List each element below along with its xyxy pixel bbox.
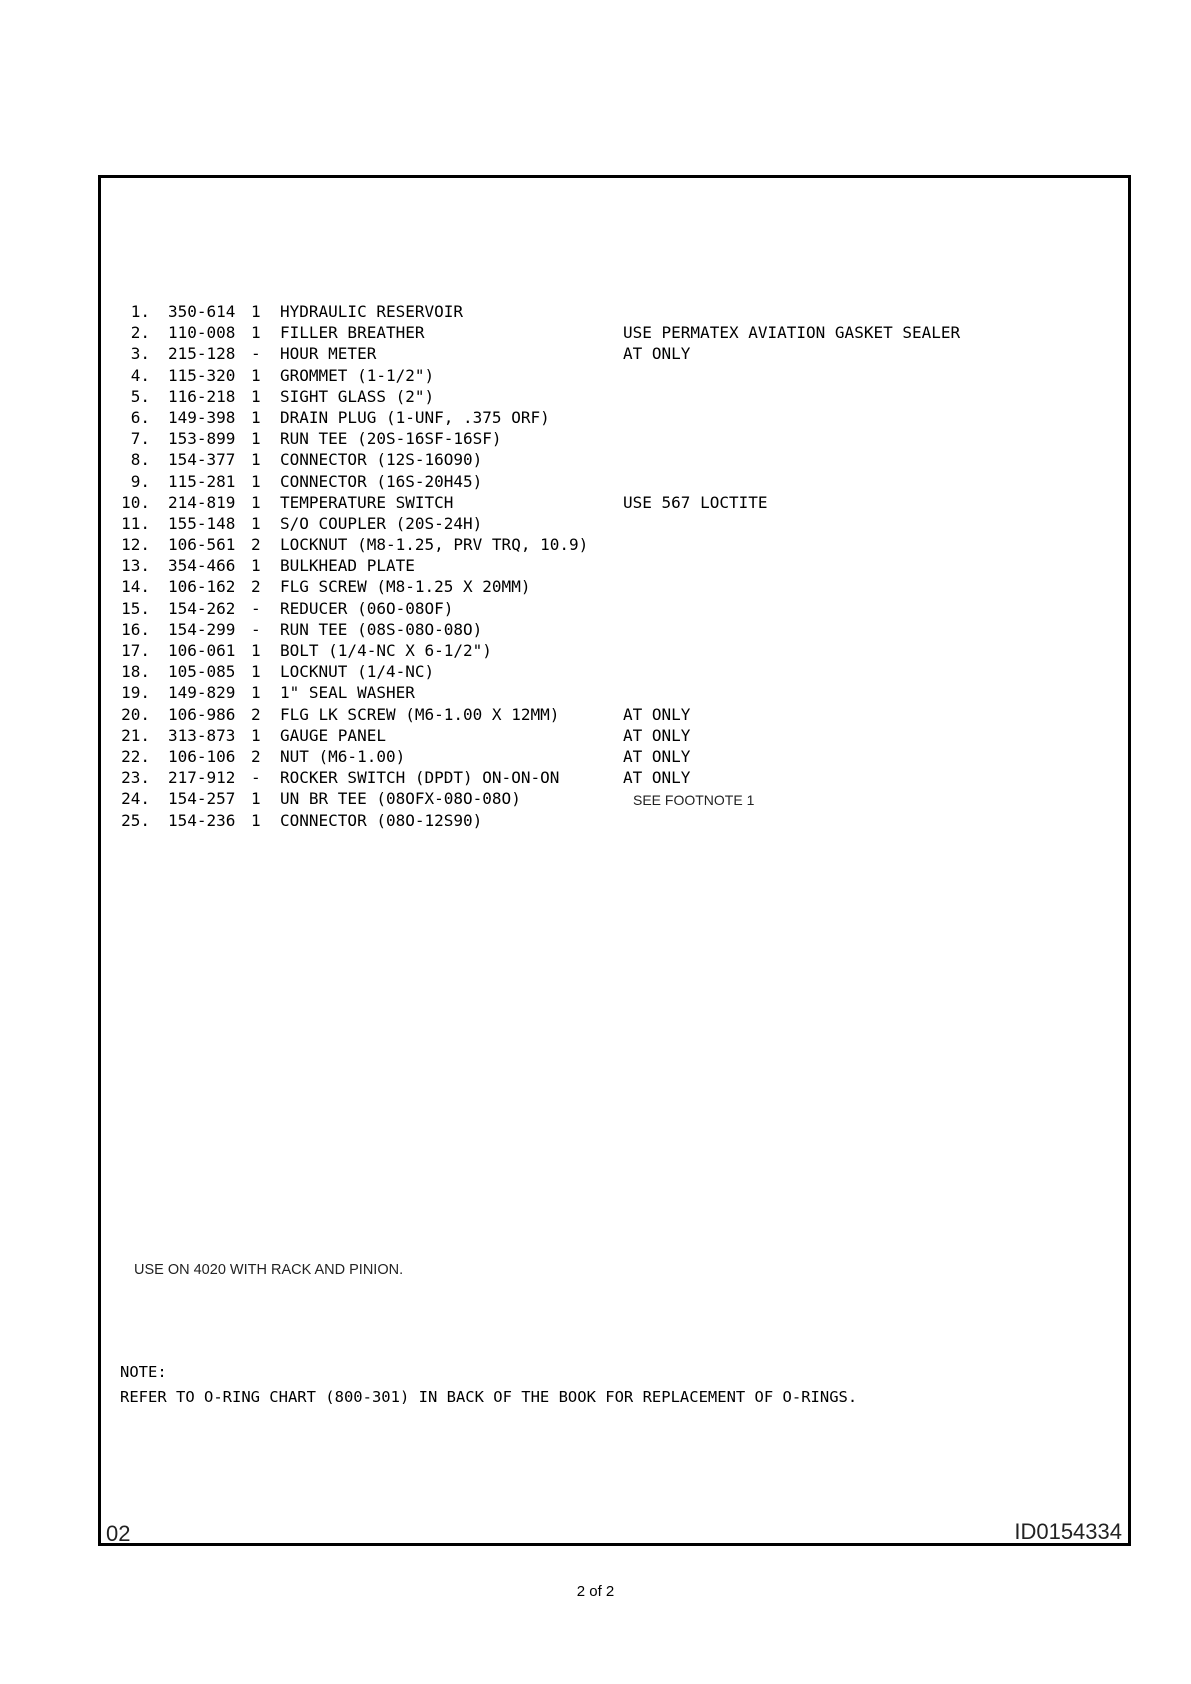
description: LOCKNUT (M8-1.25, PRV TRQ, 10.9) <box>280 535 589 555</box>
part-number: 115-281 <box>168 471 236 491</box>
part-number: 154-299 <box>168 619 236 639</box>
part-number: 149-398 <box>168 407 236 427</box>
quantity: 2 <box>251 577 261 597</box>
description: CONNECTOR (08O-12S90) <box>280 810 483 830</box>
item-number: 1. <box>130 302 150 321</box>
description: HOUR METER <box>280 344 377 364</box>
remark: AT ONLY <box>623 704 691 724</box>
quantity: 1 <box>251 302 261 321</box>
remark: AT ONLY <box>623 725 691 745</box>
document-id: ID0154334 <box>1014 1519 1122 1544</box>
quantity: 1 <box>251 323 261 343</box>
remark: AT ONLY <box>623 746 691 766</box>
remark: USE 567 LOCTITE <box>623 492 768 512</box>
remark: AT ONLY <box>623 768 691 788</box>
quantity: 1 <box>251 386 261 406</box>
footnote-text: USE ON 4020 WITH RACK AND PINION. <box>134 1262 404 1278</box>
quantity: 1 <box>251 429 261 449</box>
description: ROCKER SWITCH (DPDT) ON-ON-ON <box>280 768 560 788</box>
quantity: 1 <box>251 513 261 533</box>
item-number: 17. <box>121 641 150 660</box>
item-number: 24. <box>121 789 150 809</box>
description: FILLER BREATHER <box>280 323 425 343</box>
item-number: 13. <box>121 556 150 576</box>
item-number: 10. <box>121 492 150 512</box>
quantity: - <box>251 344 261 364</box>
remark: SEE FOOTNOTE 1 <box>633 792 755 809</box>
part-number: 106-106 <box>168 746 236 766</box>
quantity: 1 <box>251 365 261 385</box>
item-number: 3. <box>130 344 150 364</box>
item-number: 25. <box>121 810 150 830</box>
revision-label: 02 <box>106 1521 131 1546</box>
quantity: 1 <box>251 492 261 512</box>
quantity: 1 <box>251 407 261 427</box>
item-number: 23. <box>121 768 150 788</box>
quantity: - <box>251 598 261 618</box>
quantity: 2 <box>251 746 261 766</box>
quantity: 1 <box>251 662 261 682</box>
part-number: 106-061 <box>168 641 236 660</box>
item-number: 11. <box>121 513 150 533</box>
quantity: - <box>251 768 261 788</box>
item-number: 15. <box>121 598 150 618</box>
description: SIGHT GLASS (2") <box>280 386 435 406</box>
part-number: 154-257 <box>168 789 236 809</box>
quantity: 1 <box>251 789 261 809</box>
note-label: NOTE: <box>120 1363 167 1381</box>
item-number: 5. <box>130 386 150 406</box>
description: REDUCER (06O-08OF) <box>280 598 454 618</box>
item-number: 9. <box>130 471 150 491</box>
quantity: 1 <box>251 810 261 830</box>
description: FLG LK SCREW (M6-1.00 X 12MM) <box>280 704 560 724</box>
description: RUN TEE (20S-16SF-16SF) <box>280 429 502 449</box>
item-number: 8. <box>130 450 150 470</box>
part-number: 313-873 <box>168 725 236 745</box>
item-number: 18. <box>121 662 150 682</box>
quantity: 1 <box>251 725 261 745</box>
part-number: 155-148 <box>168 513 236 533</box>
part-number: 354-466 <box>168 556 236 576</box>
item-number: 16. <box>121 619 150 639</box>
part-number: 214-819 <box>168 492 236 512</box>
part-number: 153-899 <box>168 429 236 449</box>
quantity: 1 <box>251 683 261 703</box>
part-number: 350-614 <box>168 302 236 321</box>
item-number: 22. <box>121 746 150 766</box>
part-number: 115-320 <box>168 365 236 385</box>
quantity: 1 <box>251 641 261 660</box>
description: HYDRAULIC RESERVOIR <box>280 302 464 321</box>
item-number: 14. <box>121 577 150 597</box>
item-number: 12. <box>121 535 150 555</box>
page-number: 2 of 2 <box>576 1583 615 1600</box>
description: BOLT (1/4-NC X 6-1/2") <box>280 641 492 660</box>
description: FLG SCREW (M8-1.25 X 20MM) <box>280 577 531 597</box>
description: CONNECTOR (12S-16O90) <box>280 450 483 470</box>
description: LOCKNUT (1/4-NC) <box>280 662 435 682</box>
part-number: 106-561 <box>168 535 236 555</box>
description: RUN TEE (08S-08O-08O) <box>280 619 483 639</box>
description: NUT (M6-1.00) <box>280 746 406 766</box>
quantity: 2 <box>251 704 261 724</box>
item-number: 2. <box>130 323 150 343</box>
item-number: 21. <box>121 725 150 745</box>
description: S/O COUPLER (20S-24H) <box>280 513 483 533</box>
description: BULKHEAD PLATE <box>280 556 415 576</box>
description: 1" SEAL WASHER <box>280 683 415 703</box>
part-number: 154-262 <box>168 598 236 618</box>
item-number: 6. <box>130 407 150 427</box>
remark: AT ONLY <box>623 344 691 364</box>
part-number: 149-829 <box>168 683 236 703</box>
part-number: 106-986 <box>168 704 236 724</box>
part-number: 154-236 <box>168 810 236 830</box>
item-number: 19. <box>121 683 150 703</box>
description: GROMMET (1-1/2") <box>280 365 435 385</box>
item-number: 4. <box>130 365 150 385</box>
quantity: 1 <box>251 471 261 491</box>
description: GAUGE PANEL <box>280 725 386 745</box>
description: DRAIN PLUG (1-UNF, .375 ORF) <box>280 407 550 427</box>
remark: USE PERMATEX AVIATION GASKET SEALER <box>623 323 961 343</box>
part-number: 105-085 <box>168 662 236 682</box>
description: CONNECTOR (16S-20H45) <box>280 471 483 491</box>
part-number: 116-218 <box>168 386 236 406</box>
quantity: 1 <box>251 450 261 470</box>
description: TEMPERATURE SWITCH <box>280 492 454 512</box>
part-number: 110-008 <box>168 323 236 343</box>
part-number: 215-128 <box>168 344 236 364</box>
part-number: 217-912 <box>168 768 236 788</box>
part-number: 154-377 <box>168 450 236 470</box>
part-number: 106-162 <box>168 577 236 597</box>
quantity: 2 <box>251 535 261 555</box>
item-number: 20. <box>121 704 150 724</box>
quantity: - <box>251 619 261 639</box>
description: UN BR TEE (08OFX-08O-08O) <box>280 789 521 809</box>
note-text: REFER TO O-RING CHART (800-301) IN BACK OF THE BOOK FOR REPLACEMENT OF O-RINGS. <box>120 1388 858 1406</box>
quantity: 1 <box>251 556 261 576</box>
item-number: 7. <box>130 429 150 449</box>
